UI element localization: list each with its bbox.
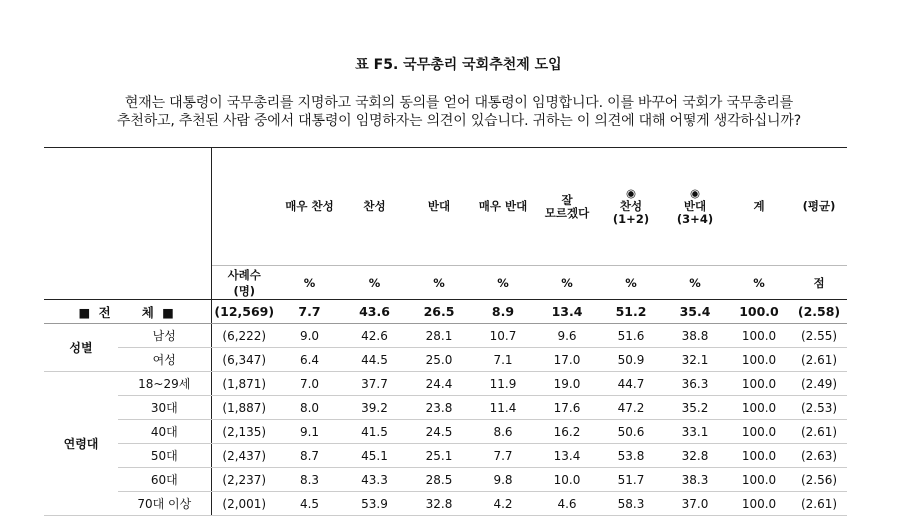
unit-pct: %: [599, 266, 663, 300]
cell: 8.3: [277, 468, 342, 492]
cell: (2.53): [791, 396, 847, 420]
unit-pct: %: [663, 266, 727, 300]
cell: 7.7: [277, 300, 342, 324]
cell: (2.61): [791, 420, 847, 444]
cell: 24.4: [407, 372, 471, 396]
unit-pct: %: [407, 266, 471, 300]
col-header-disagree: 반대: [407, 148, 471, 266]
unit-row: [44, 266, 847, 300]
cell: 45.1: [342, 444, 407, 468]
cell: 23.8: [407, 396, 471, 420]
unit-stub: [44, 266, 211, 300]
question-line-1: 현재는 대통령이 국무총리를 지명하고 국회의 동의를 얻어 대통령이 임명합니다. 이를 바꾸어 국회가 국무총리를: [124, 95, 794, 111]
cell: 19.0: [535, 372, 599, 396]
cell: 38.3: [663, 468, 727, 492]
cell: 7.7: [471, 444, 535, 468]
unit-n: 사례수 (명): [211, 266, 277, 300]
cell-n: (1,871): [211, 372, 277, 396]
cell: 51.6: [599, 324, 663, 348]
col-header-average: (평균): [791, 148, 847, 266]
cell: 9.0: [277, 324, 342, 348]
table-title: 표 F5. 국무총리 국회추천제 도입: [355, 57, 562, 73]
cell: 6.4: [277, 348, 342, 372]
cell: 7.0: [277, 372, 342, 396]
cell: (2.56): [791, 468, 847, 492]
row-label: 40대: [118, 420, 211, 444]
cell: 38.8: [663, 324, 727, 348]
cell: 100.0: [727, 444, 791, 468]
cell: 32.1: [663, 348, 727, 372]
table-row: [44, 348, 847, 372]
header-stub: [44, 148, 211, 266]
cell: 32.8: [663, 444, 727, 468]
cell: 41.5: [342, 420, 407, 444]
group-label-age: 연령대: [44, 372, 118, 516]
cell: 36.3: [663, 372, 727, 396]
cell: 7.1: [471, 348, 535, 372]
cell: (2.61): [791, 492, 847, 516]
table-row: [44, 492, 847, 516]
unit-pct: %: [277, 266, 342, 300]
cell: 8.0: [277, 396, 342, 420]
cell: 50.6: [599, 420, 663, 444]
cell: 25.1: [407, 444, 471, 468]
cell-n: (6,222): [211, 324, 277, 348]
cell: 42.6: [342, 324, 407, 348]
cell: 100.0: [727, 324, 791, 348]
cell: 37.7: [342, 372, 407, 396]
cell-n: (12,569): [211, 300, 277, 324]
cell: 100.0: [727, 372, 791, 396]
table-row: [44, 396, 847, 420]
cell: 9.6: [535, 324, 599, 348]
cell: 4.2: [471, 492, 535, 516]
cell: 50.9: [599, 348, 663, 372]
cell: 32.8: [407, 492, 471, 516]
row-label: 70대 이상: [118, 492, 211, 516]
cell: 100.0: [727, 420, 791, 444]
cell: (2.55): [791, 324, 847, 348]
cell-n: (6,347): [211, 348, 277, 372]
cell: 9.8: [471, 468, 535, 492]
header-row: [44, 148, 847, 266]
cell: 100.0: [727, 300, 791, 324]
cell: 17.0: [535, 348, 599, 372]
col-header-n: [211, 148, 277, 266]
cell: (2.58): [791, 300, 847, 324]
table-row: [44, 324, 847, 348]
unit-pct: %: [535, 266, 599, 300]
col-header-dont-know: 잘 모르겠다: [535, 148, 599, 266]
table-row: [44, 468, 847, 492]
row-label: 여성: [118, 348, 211, 372]
cell: 8.7: [277, 444, 342, 468]
col-header-disagree-sum: ◉ 반대 (3+4): [663, 148, 727, 266]
question-line-2: 추천하고, 추천된 사람 중에서 대통령이 임명하자는 의견이 있습니다. 귀하는 이 의견에 대해 어떻게 생각하십니까?: [117, 113, 801, 129]
cell: 44.7: [599, 372, 663, 396]
cell: 100.0: [727, 396, 791, 420]
table-row: [44, 372, 847, 396]
col-header-agree: 찬성: [342, 148, 407, 266]
cell-n: (2,135): [211, 420, 277, 444]
cell: 26.5: [407, 300, 471, 324]
cell: 53.9: [342, 492, 407, 516]
cell: 33.1: [663, 420, 727, 444]
table-row: [44, 444, 847, 468]
results-table: [44, 147, 847, 516]
cell: 44.5: [342, 348, 407, 372]
cell: 10.7: [471, 324, 535, 348]
cell-n: (1,887): [211, 396, 277, 420]
cell: 9.1: [277, 420, 342, 444]
group-label-gender: 성별: [44, 324, 118, 372]
cell: (2.49): [791, 372, 847, 396]
cell-n: (2,001): [211, 492, 277, 516]
table-row: [44, 420, 847, 444]
cell: 37.0: [663, 492, 727, 516]
row-label: 남성: [118, 324, 211, 348]
cell: 47.2: [599, 396, 663, 420]
cell: 11.9: [471, 372, 535, 396]
cell: 10.0: [535, 468, 599, 492]
cell: 100.0: [727, 348, 791, 372]
row-label: 60대: [118, 468, 211, 492]
cell: 11.4: [471, 396, 535, 420]
cell: 51.7: [599, 468, 663, 492]
col-header-total: 계: [727, 148, 791, 266]
cell: 13.4: [535, 300, 599, 324]
col-header-agree-sum: ◉ 찬성 (1+2): [599, 148, 663, 266]
cell: 35.2: [663, 396, 727, 420]
row-label: 18~29세: [118, 372, 211, 396]
cell: 43.3: [342, 468, 407, 492]
cell: 4.5: [277, 492, 342, 516]
cell: 8.6: [471, 420, 535, 444]
cell: 100.0: [727, 468, 791, 492]
cell-n: (2,437): [211, 444, 277, 468]
cell: 53.8: [599, 444, 663, 468]
cell: 28.1: [407, 324, 471, 348]
cell: 24.5: [407, 420, 471, 444]
cell: 4.6: [535, 492, 599, 516]
cell: (2.63): [791, 444, 847, 468]
col-header-strongly-disagree: 매우 반대: [471, 148, 535, 266]
unit-pct: %: [471, 266, 535, 300]
cell: 39.2: [342, 396, 407, 420]
row-label: ■ 전 체 ■: [44, 300, 211, 324]
unit-pct: %: [342, 266, 407, 300]
cell: 16.2: [535, 420, 599, 444]
cell: 58.3: [599, 492, 663, 516]
cell: 100.0: [727, 492, 791, 516]
row-label: 50대: [118, 444, 211, 468]
cell: 8.9: [471, 300, 535, 324]
cell: 43.6: [342, 300, 407, 324]
cell: 17.6: [535, 396, 599, 420]
cell: (2.61): [791, 348, 847, 372]
cell: 51.2: [599, 300, 663, 324]
row-label: 30대: [118, 396, 211, 420]
cell: 35.4: [663, 300, 727, 324]
col-header-strongly-agree: 매우 찬성: [277, 148, 342, 266]
unit-score: 점: [791, 266, 847, 300]
cell: 25.0: [407, 348, 471, 372]
unit-pct: %: [727, 266, 791, 300]
cell-n: (2,237): [211, 468, 277, 492]
cell: 13.4: [535, 444, 599, 468]
total-row: [44, 300, 847, 324]
cell: 28.5: [407, 468, 471, 492]
